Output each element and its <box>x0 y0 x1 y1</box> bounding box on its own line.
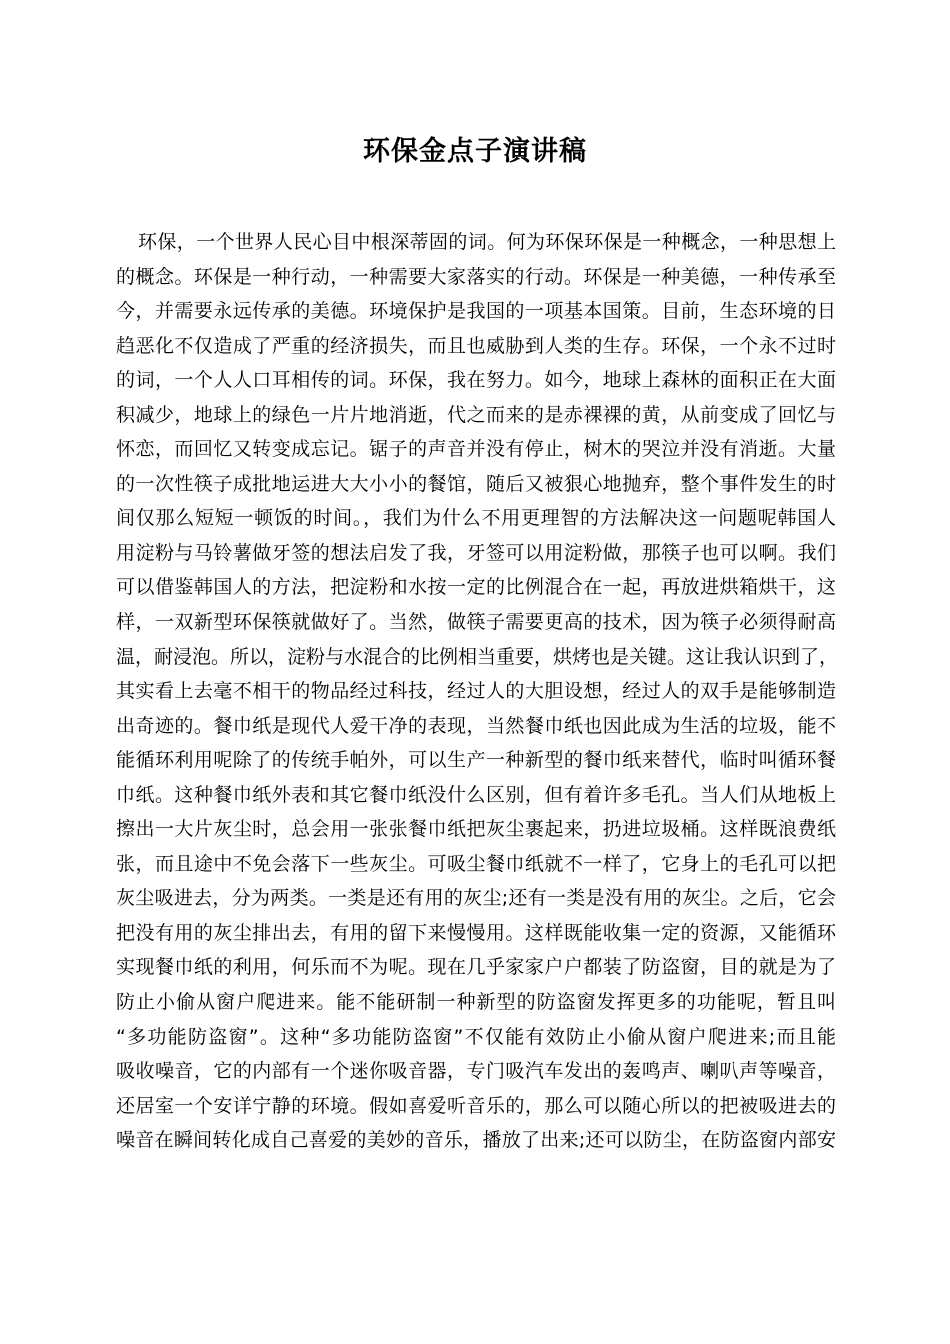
paragraph-line: 积减少，地球上的绿色一片片地消逝，代之而来的是赤裸裸的黄，从前变成了回忆与 <box>116 403 836 426</box>
paragraph-line: 出奇迹的。餐巾纸是现代人爱干净的表现，当然餐巾纸也因此成为生活的垃圾，能不 <box>116 714 836 737</box>
paragraph-line: 的词，一个人人口耳相传的词。环保，我在努力。如今，地球上森林的面积正在大面 <box>116 369 836 392</box>
paragraph-line: 的一次性筷子成批地运进大大小小的餐馆，随后又被狠心地抛弃，整个事件发生的时 <box>116 472 836 495</box>
paragraph-line: 间仅那么短短一顿饭的时间。，我们为什么不用更理智的方法解决这一问题呢韩国人 <box>116 507 836 530</box>
document-title: 环保金点子演讲稿 <box>363 136 587 167</box>
paragraph-line: 灰尘吸进去，分为两类。一类是还有用的灰尘;还有一类是没有用的灰尘。之后，它会 <box>116 887 836 910</box>
paragraph-line: 温，耐浸泡。所以，淀粉与水混合的比例相当重要，烘烤也是关键。这让我认识到了， <box>116 645 839 668</box>
paragraph-line: 能循环利用呢除了的传统手帕外，可以生产一种新型的餐巾纸来替代，临时叫循环餐 <box>116 749 836 772</box>
paragraph-line: 防止小偷从窗户爬进来。能不能研制一种新型的防盗窗发挥更多的功能呢，暂且叫 <box>116 991 836 1014</box>
paragraph-line: 擦出一大片灰尘时，总会用一张张餐巾纸把灰尘裹起来，扔进垃圾桶。这样既浪费纸 <box>116 818 836 841</box>
paragraph-line: 吸收噪音，它的内部有一个迷你吸音器，专门吸汽车发出的轰鸣声、喇叭声等噪音， <box>116 1060 836 1083</box>
paragraph-line: 张，而且途中不免会落下一些灰尘。可吸尘餐巾纸就不一样了，它身上的毛孔可以把 <box>116 852 836 875</box>
paragraph-line: 巾纸。这种餐巾纸外表和其它餐巾纸没什么区别，但有着许多毛孔。当人们从地板上 <box>116 783 836 806</box>
paragraph-line: 今，并需要永远传承的美德。环境保护是我国的一项基本国策。目前，生态环境的日 <box>116 300 836 323</box>
paragraph-line: 其实看上去毫不相干的物品经过科技，经过人的大胆设想，经过人的双手是能够制造 <box>116 680 836 703</box>
paragraph-line: 噪音在瞬间转化成自己喜爱的美妙的音乐，播放了出来;还可以防尘，在防盗窗内部安 <box>116 1129 836 1152</box>
paragraph-line: 的概念。环保是一种行动，一种需要大家落实的行动。环保是一种美德，一种传承至 <box>116 265 836 288</box>
paragraph-line: “多功能防盗窗”。这种“多功能防盗窗”不仅能有效防止小偷从窗户爬进来;而且能 <box>116 1025 836 1048</box>
document-body <box>116 225 839 1158</box>
paragraph-line: 还居室一个安详宁静的环境。假如喜爱听音乐的，那么可以随心所以的把被吸进去的 <box>116 1094 836 1117</box>
paragraph-line: 样，一双新型环保筷就做好了。当然，做筷子需要更高的技术，因为筷子必须得耐高 <box>116 611 836 634</box>
paragraph-line: 环保，一个世界人民心目中根深蒂固的词。何为环保环保是一种概念，一种思想上 <box>138 231 836 253</box>
paragraph-line: 怀恋，而回忆又转变成忘记。锯子的声音并没有停止，树木的哭泣并没有消逝。大量 <box>116 438 836 461</box>
paragraph-line: 用淀粉与马铃薯做牙签的想法启发了我，牙签可以用淀粉做，那筷子也可以啊。我们 <box>116 541 836 564</box>
paragraph-line: 实现餐巾纸的利用，何乐而不为呢。现在几乎家家户户都装了防盗窗，目的就是为了 <box>116 956 836 979</box>
paragraph-line: 可以借鉴韩国人的方法，把淀粉和水按一定的比例混合在一起，再放进烘箱烘干，这 <box>116 576 836 599</box>
paragraph-line: 把没有用的灰尘排出去，有用的留下来慢慢用。这样既能收集一定的资源，又能循环 <box>116 921 836 944</box>
paragraph-line: 趋恶化不仅造成了严重的经济损失，而且也威胁到人类的生存。环保，一个永不过时 <box>116 334 836 357</box>
